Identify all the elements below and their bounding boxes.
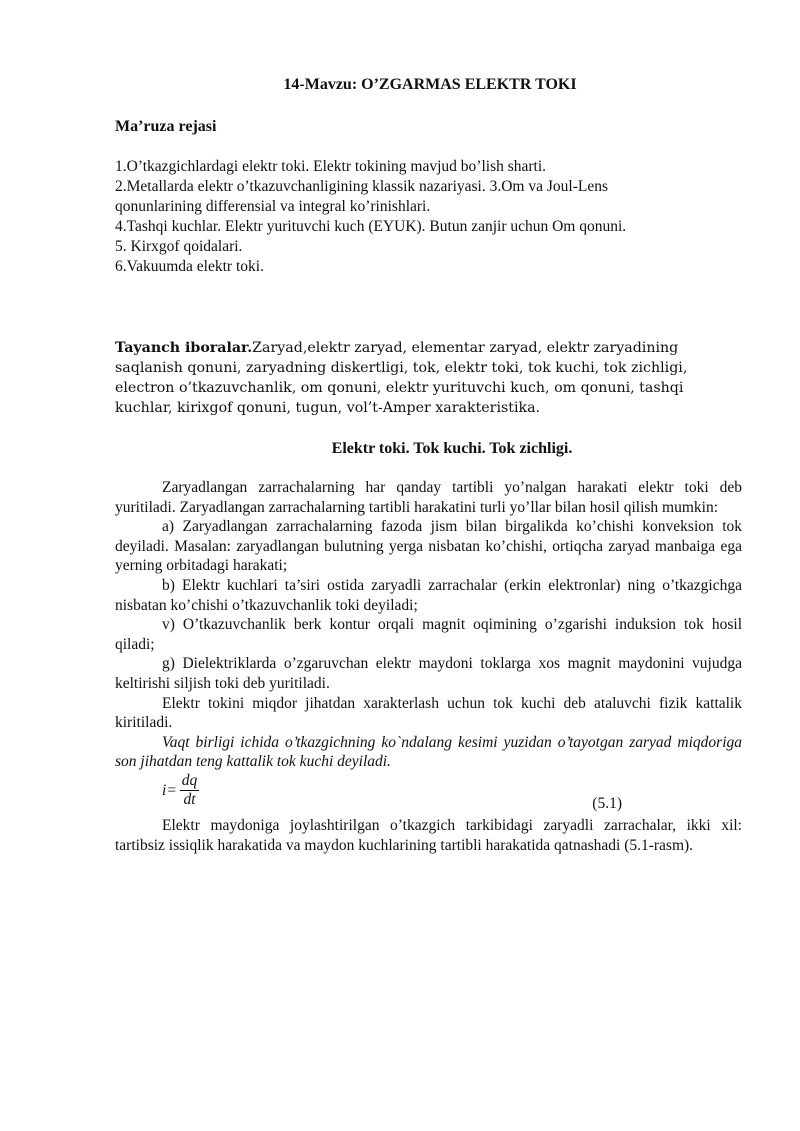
paragraph: Elektr tokini miqdor jihatdan xarakterlash uchun tok kuchi deb ataluvchi fizik kattalik kiritiladi. [115, 694, 742, 732]
paragraph: g) Dielektriklarda o’zgaruvchan elektr maydoni toklarga xos magnit maydonini vujudga keltirishi siljish toki deb yuritiladi. [115, 655, 742, 692]
plan-item: qonunlarining differensial va integral ko’rinishlari. [115, 198, 431, 215]
formula-eq: = [166, 781, 177, 799]
formula-fraction [180, 772, 200, 809]
body-text [115, 478, 742, 855]
definition-paragraph: Vaqt birligi ichida o’tkazgichning ko`ndalang kesimi yuzidan o’tayotgan zaryad miqdoriga son jihatdan teng kattalik tok kuchi deyiladi. [115, 733, 742, 771]
keywords-label: Tayanch iboralar. [115, 340, 253, 356]
current-formula [162, 772, 199, 809]
plan-heading: Ma’ruza rejasi [115, 118, 217, 135]
paragraph: Zaryadlangan zarrachalarning har qanday tartibli yo’nalgan harakati elektr toki deb yuritiladi. Zaryadlangan zarrachalarning tartibli harakatini turli yo’llar bilan hosil qilish mumkin: [115, 479, 742, 516]
plan-item: 2.Metallarda elektr o’tkazuvchanligining klassik nazariyasi. 3.Om va Joul-Lens [115, 178, 608, 195]
keywords-paragraph [115, 338, 715, 418]
equation-number: (5.1) [592, 794, 622, 812]
formula-numerator: dq [181, 771, 198, 789]
plan-item: 5. Kirxgof qoidalari. [115, 238, 243, 255]
lecture-plan-list [115, 157, 715, 277]
page-title: 14-Mavzu: O’ZGARMAS ELEKTR TOKI [283, 76, 577, 93]
paragraph: v) O’tkazuvchanlik berk kontur orqali magnit oqimining o’zgarishi induksion tok hosil qiladi; [115, 616, 742, 653]
section-heading: Elektr toki. Tok kuchi. Tok zichligi. [331, 440, 573, 457]
formula-lhs: i [162, 781, 167, 799]
plan-item: 6.Vakuumda elektr toki. [115, 258, 264, 275]
formula-block [115, 772, 742, 816]
keywords-text: Zaryad,elektr zaryad, elementar zaryad, elektr zaryadining saqlanish qonuni, zaryadning diskertligi, tok, elektr toki, tok kuchi, tok zichligi, electron o’tkazuvchanlik, om qonuni, elektr yurituvchi kuch, om qonuni, tashqi kuchlar, kirixgof qonuni, tugun, vol’t-Amper xarakteristika. [115, 340, 688, 416]
paragraph: b) Elektr kuchlari ta’siri ostida zaryadli zarrachalar (erkin elektronlar) ning o’tkazgichga nisbatan ko’chishi o’tkazuvchanlik toki deyiladi; [115, 576, 742, 614]
paragraph: Elektr maydoniga joylashtirilgan o’tkazgich tarkibidagi zaryadli zarrachalar, ikki xil: tartibsiz issiqlik harakatida va maydon kuchlarining tartibli harakatida qatnashadi (5.1-rasm). [115, 816, 742, 854]
plan-item: 4.Tashqi kuchlar. Elektr yurituvchi kuch (EYUK). Butun zanjir uchun Om qonuni. [115, 218, 627, 235]
paragraph: a) Zaryadlangan zarrachalarning fazoda jism bilan birgalikda ko’chishi konveksion tok deyiladi. Masalan: zaryadlangan bulutning yerga nisbatan ko’chishi, ortiqcha zaryad manbaiga ega yerning orbitadagi harakati; [115, 518, 742, 575]
formula-denominator: dt [183, 790, 196, 808]
plan-item: 1.O’tkazgichlardagi elektr toki. Elektr tokining mavjud bo’lish sharti. [115, 158, 547, 175]
